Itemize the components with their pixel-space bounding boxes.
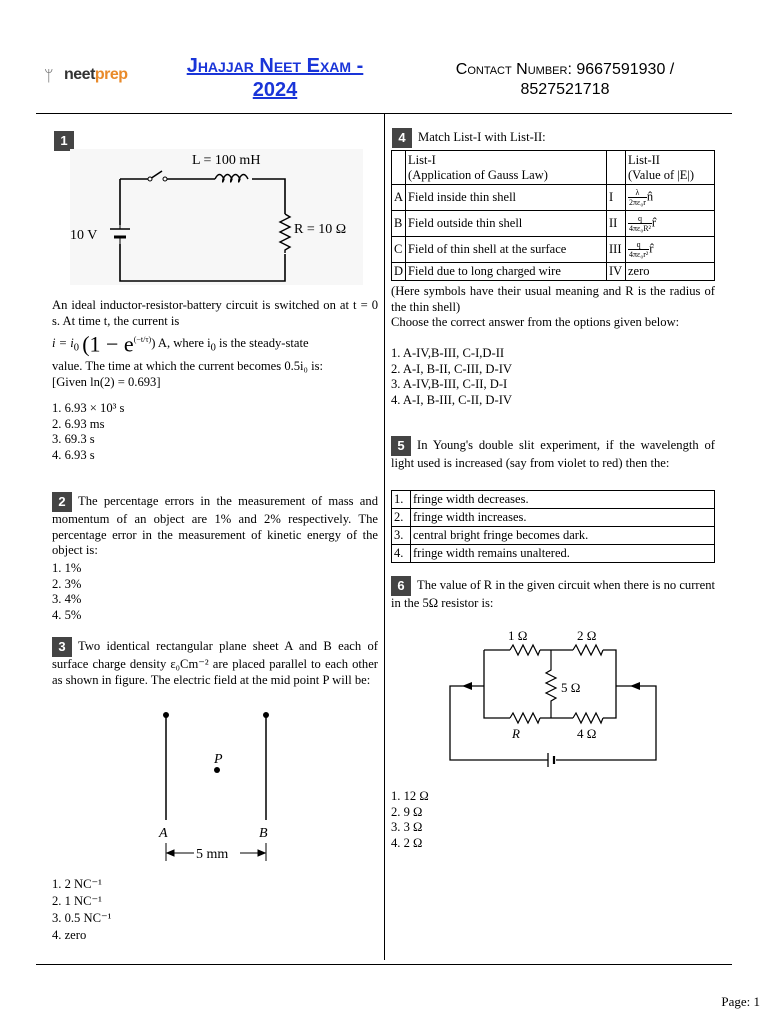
stethoscope-icon: ᛘ [44, 66, 54, 85]
title-line-1: Jhajjar Neet Exam - [186, 55, 364, 77]
q2-number: 2 [52, 492, 72, 512]
q6-number: 6 [391, 576, 411, 596]
contact-number-2: 8527521718 [520, 81, 610, 98]
q4-row-d-value: Field due to long charged wire [406, 263, 607, 281]
q3-label-dist: 5 mm [196, 847, 229, 862]
q2-option-1[interactable]: 1. 1% [52, 561, 82, 575]
q3-option-3[interactable]: 3. 0.5 NC⁻¹ [52, 911, 112, 925]
q5-opt3-text: central bright fringe becomes dark. [411, 527, 715, 545]
q4-head1b: (Application of Gauss Law) [408, 167, 548, 182]
q1-lr-circuit [70, 149, 363, 285]
q4-row-b-key: B [392, 211, 406, 237]
q4-row-b-roman: II [607, 211, 626, 237]
q6-text: The value of R in the given circuit when there is no current in the 5Ω resistor is: [391, 577, 715, 610]
q1-option-3[interactable]: 3. 69.3 s [52, 432, 95, 446]
f3-sym: r̂ [649, 241, 654, 256]
q4-row-a-key: A [392, 185, 406, 211]
q4-option-4[interactable]: 4. A-I, B-III, C-II, D-IV [391, 392, 513, 407]
q3-option-2[interactable]: 2. 1 NC⁻¹ [52, 894, 102, 908]
f2-den: 4πε₀R² [629, 224, 651, 233]
q4-row-c-key: C [392, 237, 406, 263]
q4-head1a: List-I [408, 152, 436, 167]
q6-label-1ohm: 1 Ω [508, 628, 528, 643]
q1-label-V: 10 V [70, 228, 98, 243]
q1-text-1: An ideal inductor-resistor-battery circuit is switched on at t = 0 s. At time t, the current is [52, 298, 378, 328]
q4-row-a-value: Field inside thin shell [406, 185, 607, 211]
q5-options-table [391, 490, 715, 563]
f3-den: 4πε₀r² [629, 250, 649, 259]
q1-text: An ideal inductor-resistor-battery circuit is switched on at t = 0 s. At time t, the current is $i = i_0$ $(1 - e^{(-t/\tau)})$ A, where $i_0$ is the steady-state value. The time at which the current becomes 0.5i₀ is: [Given ln(2) = 0.693] [52, 298, 378, 389]
q5-opt1-key: 1. [392, 491, 411, 509]
table-row [392, 185, 715, 211]
q3-sheets-figure [150, 705, 290, 865]
q5-number: 5 [391, 436, 411, 456]
q1-label-L: L = 100 mH [192, 153, 261, 168]
q4-note: (Here symbols have their usual meaning and R is the radius of the thin shell) [391, 284, 715, 314]
q1-option-2[interactable]: 2. 6.93 ms [52, 416, 105, 431]
page-number: Page: 1 [721, 994, 760, 1009]
q1-text-2b: (1 − e [82, 331, 134, 357]
q4-option-1[interactable]: 1. A-IV,B-III, C-I,D-II [391, 346, 505, 360]
q4-option-2[interactable]: 2. A-I, B-II, C-III, D-IV [391, 361, 513, 376]
q5-opt2-text: fringe width increases. [411, 509, 715, 527]
q3-label-A: A [159, 826, 168, 841]
table-row[interactable] [392, 491, 715, 509]
f3-num: q [628, 240, 649, 250]
q1-text-3: value. The time at which the current becomes 0.5i₀ is: [52, 359, 323, 374]
f4-value: zero [626, 263, 715, 281]
q5-opt2-key: 2. [392, 509, 411, 527]
title-line-2: 2024 [252, 79, 298, 101]
q3-text: Two identical rectangular plane sheet A and B each of surface charge density ε₀Cm⁻² are placed parallel to each other as shown in figure. The electric field at the mid point P will be: [52, 638, 378, 687]
q2-block [52, 492, 378, 559]
f1-sym: n̂ [646, 189, 654, 204]
table-row[interactable] [392, 527, 715, 545]
q5-opt4-text: fringe width remains unaltered. [411, 545, 715, 563]
q6-option-1[interactable]: 1. 12 Ω [391, 789, 429, 803]
q4-note-block [391, 284, 715, 331]
f2-num: q [628, 214, 652, 224]
q4-row-d-key: D [392, 263, 406, 281]
column-divider [384, 114, 385, 960]
q6-label-R: R [512, 726, 520, 741]
q5-text: In Young's double slit experiment, if the wavelength of light used is increased (say from violet to red) then the: [391, 437, 715, 470]
q1-label-R: R = 10 Ω [294, 222, 347, 237]
table-row[interactable] [392, 509, 715, 527]
q4-block [392, 128, 546, 148]
table-row [392, 211, 715, 237]
q5-opt1-text: fringe width decreases. [411, 491, 715, 509]
q2-options [52, 561, 81, 623]
q6-options [391, 789, 429, 851]
table-row[interactable] [392, 545, 715, 563]
q4-number: 4 [392, 128, 412, 148]
q5-opt3-key: 3. [392, 527, 411, 545]
footer-divider [36, 964, 732, 965]
q2-option-3[interactable]: 3. 4% [52, 592, 82, 606]
q6-option-2[interactable]: 2. 9 Ω [391, 804, 423, 819]
q6-bridge-circuit [448, 628, 658, 778]
f1-num: λ [628, 188, 647, 198]
arrow-right-icon [630, 682, 640, 690]
q1-option-1[interactable]: 1. 6.93 × 10³ s [52, 401, 125, 415]
q1-text-2a: i = i [52, 336, 74, 351]
q4-text: Match List-I with List-II: [418, 129, 546, 144]
arrow-right-icon [462, 682, 472, 690]
q6-block [391, 576, 715, 612]
q3-label-B: B [259, 826, 268, 841]
q3-block [52, 637, 378, 688]
q5-opt4-key: 4. [392, 545, 411, 563]
contact-number-1: 9667591930 / [576, 61, 675, 78]
q2-option-4[interactable]: 4. 5% [52, 607, 82, 622]
q2-option-2[interactable]: 2. 3% [52, 576, 82, 591]
q4-row-a-roman: I [607, 185, 626, 211]
contact-info [420, 60, 710, 100]
table-row [392, 237, 715, 263]
q3-option-4[interactable]: 4. zero [52, 928, 87, 942]
q3-option-1[interactable]: 1. 2 NC⁻¹ [52, 877, 102, 891]
q5-block [391, 436, 715, 472]
f1-den: 2πε₀r [629, 198, 646, 207]
q3-label-P: P [214, 752, 223, 767]
q1-option-4[interactable]: 4. 6.93 s [52, 447, 95, 462]
q4-row-c-roman: III [607, 237, 626, 263]
q6-label-5ohm: 5 Ω [561, 680, 581, 695]
q4-head2a: List-II [628, 152, 660, 167]
q6-option-3[interactable]: 3. 3 Ω [391, 820, 423, 834]
q4-choose: Choose the correct answer from the options given below: [391, 315, 680, 329]
q4-option-3[interactable]: 3. A-IV,B-III, C-II, D-I [391, 377, 508, 391]
q6-label-4ohm: 4 Ω [577, 726, 597, 741]
page-title [160, 54, 390, 102]
q1-text-4: [Given ln(2) = 0.693] [52, 374, 161, 389]
q1-options [52, 401, 124, 463]
q6-option-4[interactable]: 4. 2 Ω [391, 835, 423, 850]
q1-text-2d: ) A, where i [151, 336, 211, 351]
table-row [392, 263, 715, 281]
q1-number: 1 [54, 131, 80, 151]
q4-row-c-value: Field of thin shell at the surface [406, 237, 607, 263]
neetprep-logo [44, 64, 144, 90]
q6-label-2ohm: 2 Ω [577, 628, 597, 643]
q4-options [391, 346, 512, 408]
f2-sym: r̂ [651, 215, 657, 230]
q3-number: 3 [52, 637, 72, 657]
q4-row-b-value: Field outside thin shell [406, 211, 607, 237]
q4-head2b: (Value of |E|) [628, 167, 695, 182]
q4-row-d-roman: IV [607, 263, 626, 281]
q3-options [52, 876, 111, 944]
contact-label: Contact Number: [455, 61, 572, 78]
q1-text-2c: (−t/τ) [133, 335, 152, 344]
q1-text-2e: is the steady-state [215, 336, 309, 351]
logo-text: neetprep [64, 66, 128, 83]
q4-match-table [391, 150, 715, 281]
q2-text: The percentage errors in the measurement of mass and momentum of an object are 1% and 2% respectively. The percentage error in the measurement of kinetic energy of the object is: [52, 493, 378, 557]
